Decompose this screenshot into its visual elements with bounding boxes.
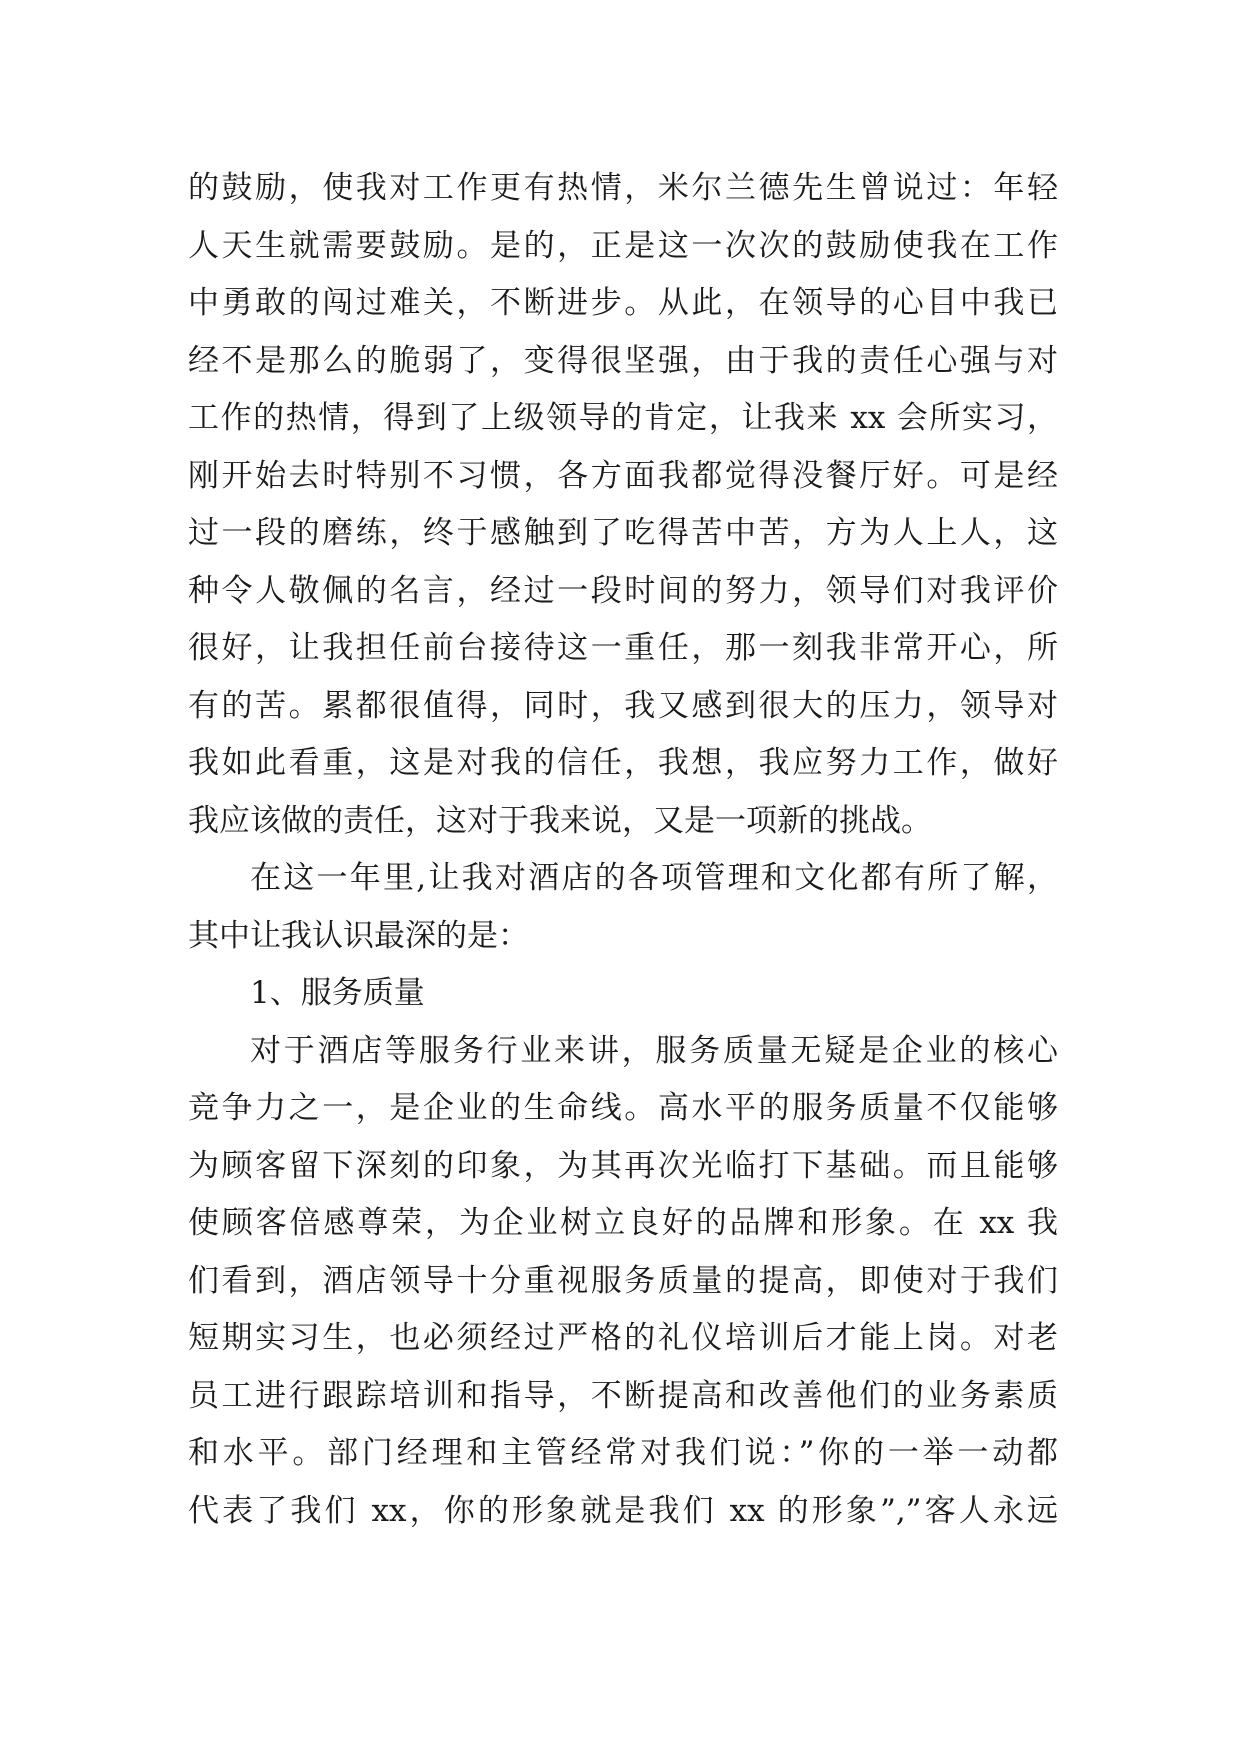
text-line: 1、服务质量 <box>250 975 425 1011</box>
text-line: 有的苦。累都很值得，同时，我又感到很大的压力，领导对 <box>188 687 1058 724</box>
document-body <box>188 160 1058 1540</box>
text-line: 和水平。部门经理和主管经常对我们说：”你的一举一动都 <box>188 1435 1058 1471</box>
text-line: 中勇敢的闯过难关，不断进步。从此，在领导的心目中我已 <box>188 285 1058 321</box>
text-line: 对于酒店等服务行业来讲，服务质量无疑是企业的核心 <box>250 1032 1058 1069</box>
text-line: 我如此看重，这是对我的信任，我想，我应努力工作，做好 <box>188 745 1058 781</box>
text-line: 很好，让我担任前台接待这一重任，那一刻我非常开心，所 <box>188 630 1058 666</box>
text-line: 工作的热情，得到了上级领导的肯定，让我来 xx 会所实习， <box>188 400 1058 436</box>
text-line: 的鼓励，使我对工作更有热情，米尔兰德先生曾说过：年轻 <box>188 170 1058 206</box>
text-line: 为顾客留下深刻的印象，为其再次光临打下基础。而且能够 <box>188 1147 1058 1184</box>
text-line: 代表了我们 xx，你的形象就是我们 xx 的形象”,”客人永远 <box>188 1492 1058 1529</box>
text-line: 们看到，酒店领导十分重视服务质量的提高，即使对于我们 <box>188 1262 1058 1299</box>
text-line: 种令人敬佩的名言，经过一段时间的努力，领导们对我评价 <box>188 572 1058 609</box>
text-line: 竞争力之一，是企业的生命线。高水平的服务质量不仅能够 <box>188 1090 1058 1126</box>
text-line: 经不是那么的脆弱了，变得很坚强，由于我的责任心强与对 <box>188 342 1058 379</box>
text-line: 在这一年里,让我对酒店的各项管理和文化都有所了解， <box>250 860 1058 896</box>
text-line: 刚开始去时特别不习惯，各方面我都觉得没餐厅好。可是经 <box>188 457 1058 494</box>
text-line: 过一段的磨练，终于感触到了吃得苦中苦，方为人上人，这 <box>188 515 1058 551</box>
text-line: 使顾客倍感尊荣，为企业树立良好的品牌和形象。在 xx 我 <box>188 1205 1058 1241</box>
text-line: 短期实习生，也必须经过严格的礼仪培训后才能上岗。对老 <box>188 1320 1058 1356</box>
text-line: 我应该做的责任，这对于我来说，又是一项新的挑战。 <box>188 802 932 839</box>
text-line: 其中让我认识最深的是： <box>188 917 529 954</box>
text-line: 员工进行跟踪培训和指导，不断提高和改善他们的业务素质 <box>188 1377 1058 1414</box>
text-line: 人天生就需要鼓励。是的，正是这一次次的鼓励使我在工作 <box>188 227 1058 264</box>
